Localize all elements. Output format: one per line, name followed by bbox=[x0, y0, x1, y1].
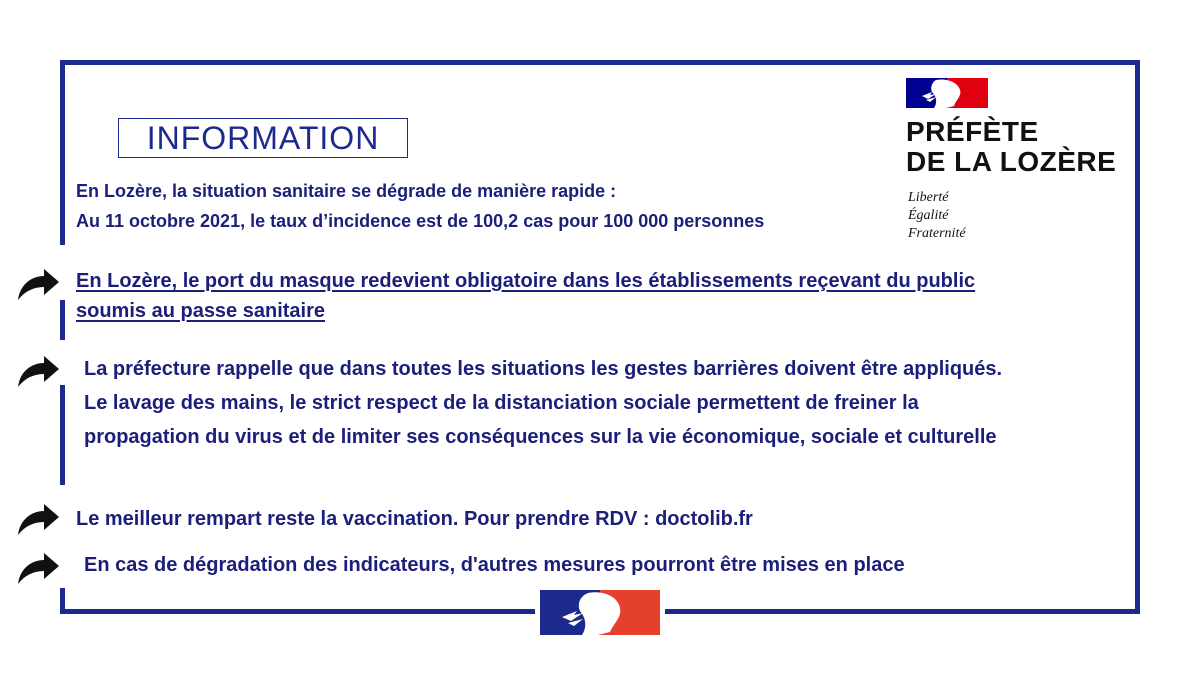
barrier-gestures-line-3: propagation du virus et de limiter ses conséquences sur la vie économique, sociale et culturelle bbox=[84, 426, 997, 448]
motto-fraternite: Fraternité bbox=[908, 226, 966, 241]
curved-arrow-icon bbox=[16, 355, 60, 389]
barrier-gestures-line-2: Le lavage des mains, le strict respect de la distanciation sociale permettent de freiner la bbox=[84, 392, 919, 414]
prefecture-name-line2: DE LA LOZÈRE bbox=[906, 146, 1117, 177]
further-measures-line: En cas de dégradation des indicateurs, d'autres mesures pourront être mises en place bbox=[84, 554, 905, 576]
frame-left-mid bbox=[60, 300, 65, 340]
frame-left-lower bbox=[60, 385, 65, 485]
frame-bottom-left bbox=[60, 609, 535, 614]
intro-line-2: Au 11 octobre 2021, le taux d’incidence est de 100,2 cas pour 100 000 personnes bbox=[76, 211, 765, 231]
information-heading: INFORMATION bbox=[118, 118, 408, 158]
curved-arrow-icon bbox=[16, 552, 60, 586]
motto-liberte: Liberté bbox=[908, 190, 949, 205]
frame-right bbox=[1135, 60, 1140, 614]
prefecture-name-line1: PRÉFÈTE bbox=[906, 116, 1039, 147]
mask-mandate-line-2: soumis au passe sanitaire bbox=[76, 300, 326, 322]
intro-line-1: En Lozère, la situation sanitaire se dégrade de manière rapide : bbox=[76, 181, 617, 201]
frame-left-upper bbox=[60, 60, 65, 245]
marianne-logo-top bbox=[906, 78, 988, 108]
curved-arrow-icon bbox=[16, 503, 60, 537]
mask-mandate-line-1: En Lozère, le port du masque redevient obligatoire dans les établissements reçevant du public bbox=[76, 270, 976, 292]
motto-egalite: Égalité bbox=[908, 208, 949, 223]
frame-bottom-right bbox=[665, 609, 1140, 614]
vaccination-line: Le meilleur rempart reste la vaccination. Pour prendre RDV : doctolib.fr bbox=[76, 508, 753, 530]
barrier-gestures-line-1: La préfecture rappelle que dans toutes les situations les gestes barrières doivent être appliqués. bbox=[84, 358, 1003, 380]
curved-arrow-icon bbox=[16, 268, 60, 302]
marianne-logo-bottom bbox=[540, 590, 660, 635]
frame-top bbox=[60, 60, 1140, 65]
